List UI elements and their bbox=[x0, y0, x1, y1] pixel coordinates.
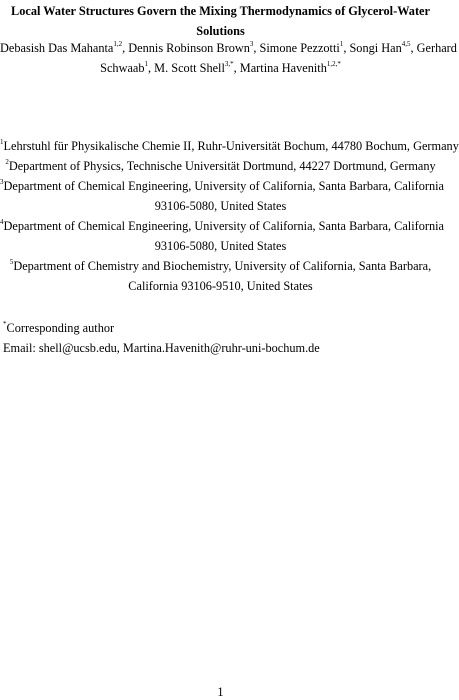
author-affil-sup: 3,* bbox=[224, 59, 234, 68]
author-row-1 bbox=[0, 38, 457, 58]
affiliation-number: 4 bbox=[0, 217, 4, 226]
author-affil-sup: 3 bbox=[249, 39, 254, 48]
affiliation-text-cont: 93106-5080, United States bbox=[154, 239, 287, 253]
author-name: , M. Scott Shell bbox=[148, 61, 225, 75]
corresponding-marker: * bbox=[3, 319, 7, 328]
affiliation-number: 1 bbox=[0, 137, 4, 146]
affiliation-text: Department of Chemistry and Biochemistry, University of California, Santa Barbara, bbox=[13, 259, 432, 273]
affiliation-1 bbox=[0, 136, 459, 156]
affiliation-number: 3 bbox=[0, 177, 4, 186]
affiliation-text: Lehrstuhl für Physikalische Chemie II, Ruhr-Universität Bochum, 44780 Bochum, Germany bbox=[3, 139, 459, 153]
affiliation-text-cont: 93106-5080, United States bbox=[154, 199, 287, 213]
paper-title bbox=[0, 1, 441, 41]
author-affil-sup: 1,2,* bbox=[326, 59, 341, 68]
affiliation-text: Department of Chemical Engineering, University of California, Santa Barbara, California bbox=[3, 179, 444, 193]
corresponding-text: Corresponding author bbox=[6, 321, 115, 335]
author-name: , Simone Pezzotti bbox=[253, 41, 340, 55]
affiliation-text: Department of Chemical Engineering, University of California, Santa Barbara, California bbox=[3, 219, 444, 233]
author-affil-sup: 1 bbox=[144, 59, 149, 68]
affiliation-5 bbox=[0, 256, 441, 296]
author-name: Schwaab bbox=[100, 61, 145, 75]
author-name: Debasish Das Mahanta bbox=[0, 41, 114, 55]
title-line-2: Solutions bbox=[196, 24, 245, 38]
page-number: 1 bbox=[217, 685, 224, 699]
affiliation-3 bbox=[0, 176, 444, 216]
title-line-1: Local Water Structures Govern the Mixing Thermodynamics of Glycerol-Water bbox=[11, 4, 430, 18]
author-name: , Dennis Robinson Brown bbox=[122, 41, 250, 55]
author-name: , Martina Havenith bbox=[233, 61, 327, 75]
affiliation-text: Department of Physics, Technische Universität Dortmund, 44227 Dortmund, Germany bbox=[8, 159, 436, 173]
affiliation-number: 2 bbox=[5, 157, 9, 166]
author-affil-sup: 4,5 bbox=[401, 39, 411, 48]
affiliation-number: 5 bbox=[9, 257, 14, 266]
author-name: , Songi Han bbox=[343, 41, 402, 55]
author-name: , Gerhard bbox=[410, 41, 457, 55]
contact-email: Email: shell@ucsb.edu, Martina.Havenith@ruhr-uni-bochum.de bbox=[3, 341, 320, 355]
affiliation-text-cont: California 93106-9510, United States bbox=[128, 279, 313, 293]
author-row-2 bbox=[0, 58, 441, 78]
author-affil-sup: 1,2 bbox=[113, 39, 123, 48]
author-affil-sup: 1 bbox=[339, 39, 344, 48]
corresponding-author-note bbox=[3, 318, 114, 338]
affiliation-2 bbox=[0, 156, 441, 176]
affiliation-4 bbox=[0, 216, 444, 256]
author-list bbox=[0, 38, 457, 78]
